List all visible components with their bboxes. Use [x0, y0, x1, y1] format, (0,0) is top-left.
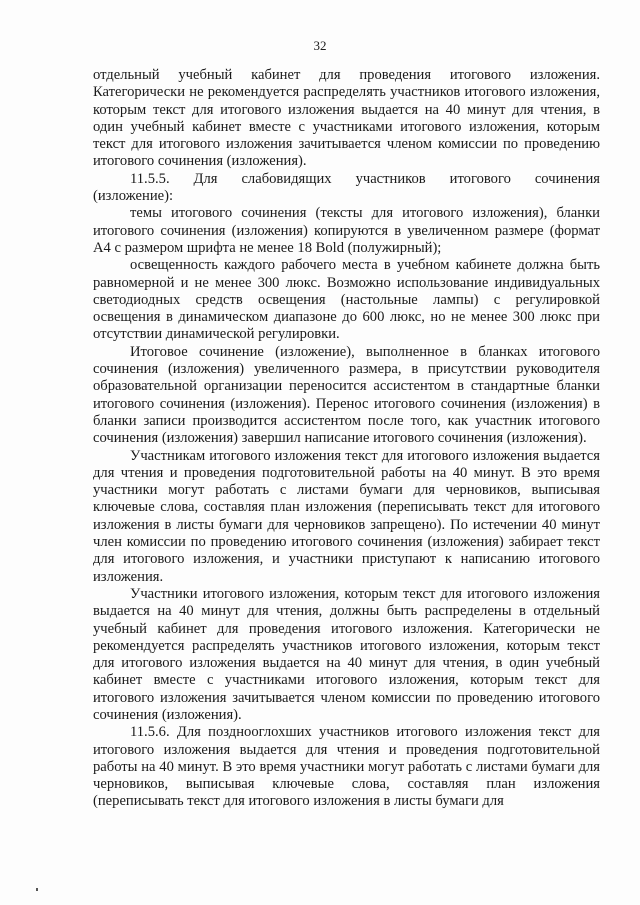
page-number: 32 [313, 38, 327, 53]
section-heading-line [93, 171, 600, 188]
paragraph-transfer: Итоговое сочинение (изложение), выполненное в бланках итогового сочинения (изложения) увеличенного размера, в присутствии руководителя образовательной организации переносится ассистентом в стандартные бланки итогового сочинения (изложения). Перенос итогового сочинения (изложения) в бланки записи производится ассистентом после того, как участник итогового сочинения (изложения) завершил написание итогового сочинения (изложения). [93, 343, 600, 447]
section-number: 11.5.5. [130, 170, 170, 187]
heading-word: Для [193, 170, 218, 187]
scan-artifact [36, 888, 38, 891]
body-text [93, 67, 600, 811]
section-heading-continuation: (изложение): [93, 188, 174, 205]
heading-word: сочинения [534, 170, 600, 187]
paragraph-copy-format: темы итогового сочинения (тексты для итогового изложения), бланки итогового сочинения (изложения) копируются в увеличенном размере (формат А4 с размером шрифта не менее 18 Bold (полужирный); [93, 205, 600, 256]
paragraph-reading-time: Участникам итогового изложения текст для итогового изложения выдается для чтения и проведения подготовительной работы на 40 минут. В это время участники могут работать с листами бумаги для черновиков, выписывая ключевые слова, составляя план изложения (переписывать текст для итогового изложения в листы бумаги для черновиков запрещено). По истечении 40 минут член комиссии по проведению итогового сочинения (изложения) забирает текст для итогового изложения, и участники приступают к написанию итогового изложения. [93, 447, 600, 585]
paragraph-distribution: Участники итогового изложения, которым текст для итогового изложения выдается на 40 минут для чтения, должны быть распределены в отдельный учебный кабинет для проведения итогового изложения. Категорически не рекомендуется распределять участников итогового изложения, которым текст для итогового изложения выдается на 40 минут для чтения, в один учебный кабинет вместе с участниками итогового изложения, которым текст для итогового изложения зачитывается членом комиссии по проведению итогового сочинения (изложения). [93, 585, 600, 723]
heading-word: итогового [449, 170, 511, 187]
heading-word: слабовидящих [241, 170, 332, 187]
paragraph-continuation: отдельный учебный кабинет для проведения итогового изложения. Категорически не рекомендуется распределять участников итогового изложения, которым текст для итогового изложения выдается на 40 минут для чтения, в один учебный кабинет вместе с участниками итогового изложения, которым текст для итогового изложения зачитывается членом комиссии по проведению итогового сочинения (изложения). [93, 67, 600, 170]
heading-word: участников [355, 170, 426, 187]
paragraph-lighting: освещенность каждого рабочего места в учебном кабинете должна быть равномерной и не менее 300 люкс. Возможно использование индивидуальных светодиодных средств освещения (настольные лампы) с регулировкой освещения в динамическом диапазоне до 600 люкс, но не менее 300 люкс при отсутствии динамической регулировки. [93, 257, 600, 343]
paragraph-11-5-6: 11.5.6. Для позднооглохших участников итогового изложения текст для итогового изложения выдается для чтения и проведения подготовительной работы на 40 минут. В это время участники могут работать с листами бумаги для черновиков, выписывая ключевые слова, составляя план изложения (переписывать текст для итогового изложения в листы бумаги для [93, 724, 600, 810]
section-11-5-5-heading [93, 171, 600, 206]
